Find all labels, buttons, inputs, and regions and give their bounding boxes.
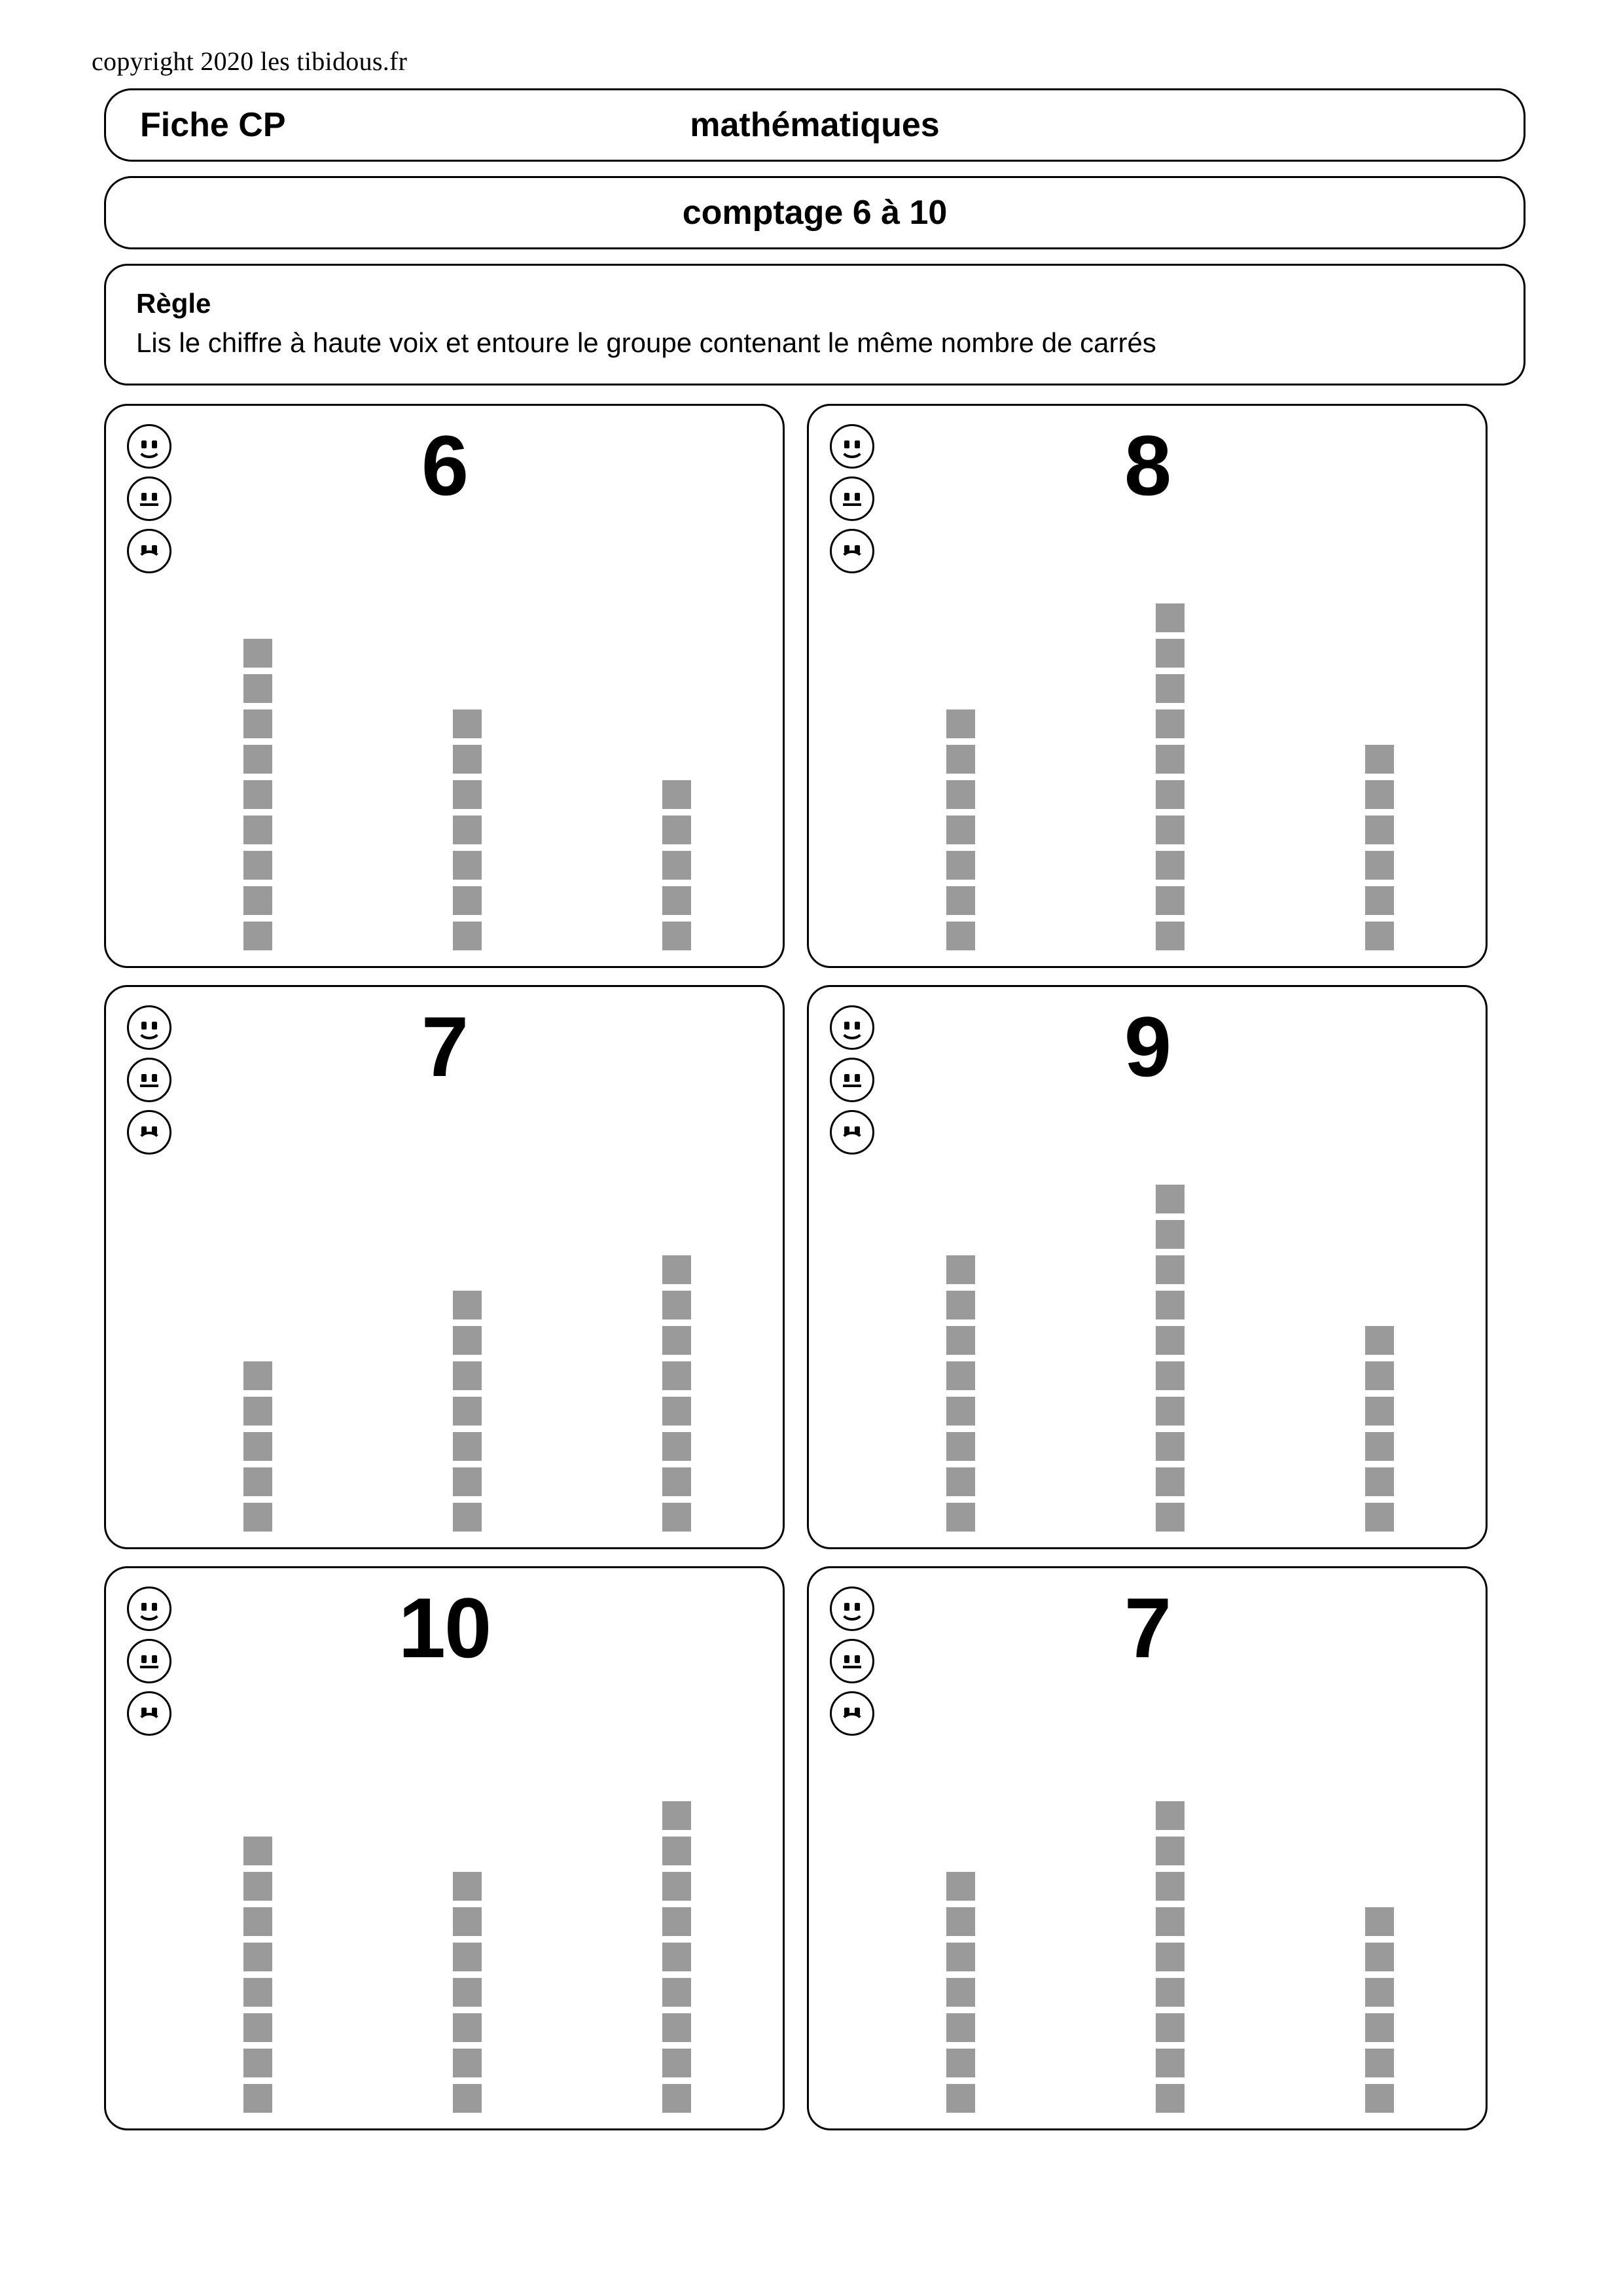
square-unit xyxy=(453,1872,482,1901)
exercise-number: 7 xyxy=(1124,1580,1171,1676)
square-unit xyxy=(1156,709,1185,738)
square-unit xyxy=(1156,1185,1185,1213)
square-group[interactable] xyxy=(1365,1907,1394,2113)
square-unit xyxy=(243,886,272,915)
square-unit xyxy=(243,639,272,668)
sad-face-icon[interactable] xyxy=(127,1110,171,1155)
rule-text: Lis le chiffre à haute voix et entoure le groupe contenant le même nombre de carrés xyxy=(136,327,1156,358)
square-unit xyxy=(1156,745,1185,774)
topic-bar xyxy=(104,176,1525,249)
square-unit xyxy=(1365,851,1394,880)
square-groups xyxy=(887,537,1446,950)
square-unit xyxy=(662,1361,691,1390)
square-unit xyxy=(1156,1397,1185,1426)
square-group[interactable] xyxy=(243,639,272,950)
square-unit xyxy=(243,922,272,950)
exercise-card xyxy=(807,985,1488,1549)
square-unit xyxy=(453,1978,482,2007)
square-unit xyxy=(1156,674,1185,703)
square-unit xyxy=(662,1943,691,1971)
square-unit xyxy=(1156,2084,1185,2113)
square-unit xyxy=(243,1432,272,1461)
square-unit xyxy=(662,2013,691,2042)
square-unit xyxy=(243,1467,272,1496)
square-unit xyxy=(453,1291,482,1319)
square-unit xyxy=(946,2049,975,2077)
square-unit xyxy=(1156,1801,1185,1830)
square-unit xyxy=(1365,745,1394,774)
square-unit xyxy=(946,1291,975,1319)
square-unit xyxy=(946,1432,975,1461)
square-unit xyxy=(1365,1907,1394,1936)
square-group[interactable] xyxy=(1365,1326,1394,1532)
square-unit xyxy=(453,1907,482,1936)
square-unit xyxy=(1365,922,1394,950)
square-unit xyxy=(243,851,272,880)
square-unit xyxy=(453,1943,482,1971)
sad-face-icon[interactable] xyxy=(830,1110,874,1155)
square-unit xyxy=(1156,639,1185,668)
square-unit xyxy=(243,1837,272,1865)
square-unit xyxy=(946,1255,975,1284)
square-unit xyxy=(946,816,975,844)
square-unit xyxy=(243,1361,272,1390)
square-unit xyxy=(453,1503,482,1532)
square-unit xyxy=(1365,1432,1394,1461)
square-unit xyxy=(946,780,975,809)
square-unit xyxy=(946,1361,975,1390)
square-unit xyxy=(946,1397,975,1426)
exercise-card xyxy=(104,1566,785,2130)
square-unit xyxy=(453,2013,482,2042)
square-unit xyxy=(662,780,691,809)
square-unit xyxy=(1156,1467,1185,1496)
square-unit xyxy=(1365,2049,1394,2077)
square-groups xyxy=(887,1699,1446,2113)
copyright-text: copyright 2020 les tibidous.fr xyxy=(92,46,408,76)
square-unit xyxy=(662,1837,691,1865)
square-unit xyxy=(1156,603,1185,632)
square-unit xyxy=(243,780,272,809)
exercise-number: 7 xyxy=(421,999,468,1094)
square-unit xyxy=(662,2049,691,2077)
square-unit xyxy=(662,1978,691,2007)
square-unit xyxy=(662,886,691,915)
square-unit xyxy=(453,816,482,844)
square-unit xyxy=(1365,1467,1394,1496)
square-unit xyxy=(1365,816,1394,844)
square-unit xyxy=(946,1943,975,1971)
square-unit xyxy=(1156,1872,1185,1901)
square-unit xyxy=(1156,1432,1185,1461)
square-unit xyxy=(243,1872,272,1901)
square-group[interactable] xyxy=(946,1872,975,2113)
square-unit xyxy=(1156,1361,1185,1390)
square-unit xyxy=(1156,851,1185,880)
square-unit xyxy=(662,1432,691,1461)
square-unit xyxy=(946,1326,975,1355)
square-unit xyxy=(453,2084,482,2113)
sad-face-icon[interactable] xyxy=(127,529,171,573)
square-unit xyxy=(1365,1326,1394,1355)
square-unit xyxy=(662,816,691,844)
square-unit xyxy=(1365,1361,1394,1390)
square-unit xyxy=(1156,1978,1185,2007)
square-group[interactable] xyxy=(662,1801,691,2113)
square-unit xyxy=(453,922,482,950)
square-unit xyxy=(946,709,975,738)
square-unit xyxy=(1156,1907,1185,1936)
square-unit xyxy=(946,745,975,774)
square-unit xyxy=(453,851,482,880)
square-unit xyxy=(1156,1943,1185,1971)
square-unit xyxy=(946,1503,975,1532)
square-unit xyxy=(662,2084,691,2113)
square-unit xyxy=(453,886,482,915)
square-unit xyxy=(1365,1503,1394,1532)
square-unit xyxy=(946,922,975,950)
square-groups xyxy=(185,1118,743,1532)
square-group[interactable] xyxy=(243,1361,272,1532)
square-unit xyxy=(243,674,272,703)
square-unit xyxy=(662,1255,691,1284)
exercise-grid xyxy=(104,404,1525,2130)
square-unit xyxy=(1365,2013,1394,2042)
square-unit xyxy=(243,1397,272,1426)
square-groups xyxy=(185,537,743,950)
square-unit xyxy=(1156,2049,1185,2077)
exercise-card xyxy=(807,404,1488,968)
square-unit xyxy=(662,1326,691,1355)
exercise-number: 8 xyxy=(1124,418,1171,513)
exercise-number: 10 xyxy=(398,1580,491,1676)
square-unit xyxy=(243,1907,272,1936)
square-group[interactable] xyxy=(453,1872,482,2113)
square-unit xyxy=(243,1503,272,1532)
square-unit xyxy=(662,1872,691,1901)
square-unit xyxy=(1156,1837,1185,1865)
square-unit xyxy=(243,816,272,844)
sad-face-icon[interactable] xyxy=(830,1691,874,1736)
square-group[interactable] xyxy=(1156,1801,1185,2113)
square-unit xyxy=(1365,780,1394,809)
square-unit xyxy=(453,1361,482,1390)
square-unit xyxy=(1156,1255,1185,1284)
square-unit xyxy=(946,1467,975,1496)
square-unit xyxy=(453,2049,482,2077)
sad-face-icon[interactable] xyxy=(127,1691,171,1736)
square-unit xyxy=(946,2013,975,2042)
square-group[interactable] xyxy=(453,1291,482,1532)
square-unit xyxy=(243,2013,272,2042)
square-unit xyxy=(662,1467,691,1496)
exercise-number: 9 xyxy=(1124,999,1171,1094)
square-unit xyxy=(453,709,482,738)
square-group[interactable] xyxy=(1156,603,1185,950)
square-unit xyxy=(662,1503,691,1532)
square-unit xyxy=(1365,886,1394,915)
square-unit xyxy=(1156,1503,1185,1532)
square-unit xyxy=(662,1907,691,1936)
square-unit xyxy=(243,1978,272,2007)
exercise-card xyxy=(104,985,785,1549)
square-unit xyxy=(946,851,975,880)
square-unit xyxy=(1156,1326,1185,1355)
square-unit xyxy=(1365,1978,1394,2007)
square-group[interactable] xyxy=(243,1837,272,2113)
square-groups xyxy=(887,1118,1446,1532)
square-groups xyxy=(185,1699,743,2113)
square-unit xyxy=(453,1432,482,1461)
square-unit xyxy=(946,1907,975,1936)
square-unit xyxy=(662,1397,691,1426)
square-unit xyxy=(946,2084,975,2113)
square-unit xyxy=(453,1397,482,1426)
square-group[interactable] xyxy=(1365,745,1394,950)
square-unit xyxy=(1156,2013,1185,2042)
square-unit xyxy=(1365,2084,1394,2113)
square-group[interactable] xyxy=(946,709,975,950)
square-unit xyxy=(946,1978,975,2007)
square-unit xyxy=(243,2049,272,2077)
square-group[interactable] xyxy=(946,1255,975,1532)
square-unit xyxy=(243,1943,272,1971)
square-group[interactable] xyxy=(662,1255,691,1532)
exercise-card xyxy=(807,1566,1488,2130)
square-unit xyxy=(946,1872,975,1901)
rule-title: Règle xyxy=(136,288,211,319)
square-unit xyxy=(453,1467,482,1496)
subject-title: mathématiques xyxy=(690,106,940,144)
exercise-card xyxy=(104,404,785,968)
square-unit xyxy=(1156,780,1185,809)
square-unit xyxy=(1156,1220,1185,1249)
square-unit xyxy=(1156,886,1185,915)
square-unit xyxy=(1156,816,1185,844)
square-unit xyxy=(1156,922,1185,950)
topic-title: comptage 6 à 10 xyxy=(682,194,948,232)
sad-face-icon[interactable] xyxy=(830,529,874,573)
square-unit xyxy=(662,922,691,950)
square-unit xyxy=(243,709,272,738)
rule-box xyxy=(104,264,1525,386)
square-unit xyxy=(1365,1943,1394,1971)
exercise-number: 6 xyxy=(421,418,468,513)
square-unit xyxy=(453,780,482,809)
square-unit xyxy=(453,1326,482,1355)
square-unit xyxy=(243,745,272,774)
worksheet-label: Fiche CP xyxy=(140,106,286,144)
square-unit xyxy=(662,1801,691,1830)
square-group[interactable] xyxy=(453,709,482,950)
header-bar xyxy=(104,88,1525,162)
square-unit xyxy=(243,2084,272,2113)
square-unit xyxy=(1365,1397,1394,1426)
square-unit xyxy=(662,1291,691,1319)
square-unit xyxy=(1156,1291,1185,1319)
square-group[interactable] xyxy=(662,780,691,950)
square-unit xyxy=(453,745,482,774)
square-unit xyxy=(946,886,975,915)
square-unit xyxy=(662,851,691,880)
square-group[interactable] xyxy=(1156,1185,1185,1532)
